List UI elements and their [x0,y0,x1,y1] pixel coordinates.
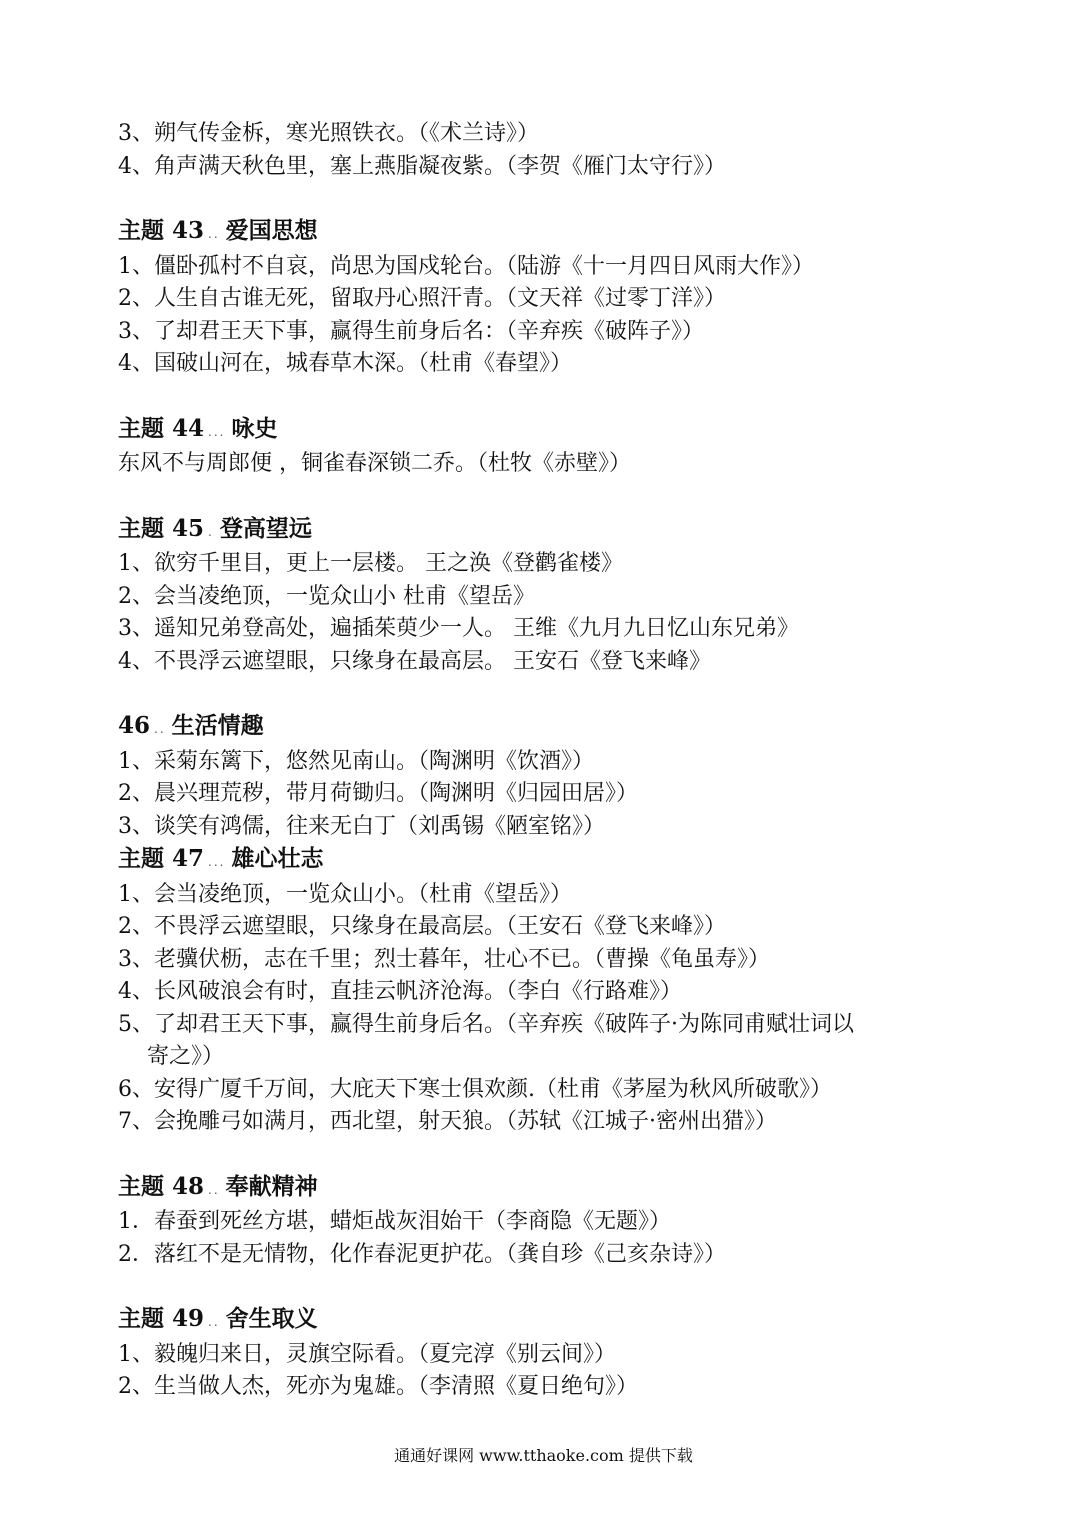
poem-line: 1、会当凌绝顶，一览众山小。（杜甫《望岳》） [118,881,572,907]
poem-line: 3、谈笑有鸿儒，往来无白丁（刘禹锡《陋室铭》） [118,813,605,839]
heading-dots: . [208,524,214,539]
heading-dots: .. [208,227,220,241]
section-heading-49 [118,1303,998,1339]
poem-line: 2、人生自古谁无死，留取丹心照汗青。（文天祥《过零丁洋》） [118,286,726,311]
poem-line: 3、遥知兄弟登高处，遍插茱萸少一人。 王维《九月九日忆山东兄弟》 [118,616,799,641]
section-heading-45 [118,513,998,549]
heading-number: 主题 47 [118,845,205,872]
heading-number: 主题 43 [118,217,205,244]
poem-line: 7、会挽雕弓如满月，西北望，射天狼。（苏轼《江城子·密州出猎》） [118,1109,777,1134]
poem-line: 5、了却君王天下事，赢得生前身后名。（辛弃疾《破阵子·为陈同甫赋壮词以 [118,1011,854,1037]
poem-line: 2、晨兴理荒秽，带月荷锄归。（陶渊明《归园田居》） [118,781,638,806]
heading-number: 主题 44 [118,414,205,442]
heading-title: 雄心壮志 [231,845,324,872]
poem-line: 3、老骥伏枥，志在千里；烈士暮年，壮心不已。（曹操《龟虽寿》） [118,946,770,972]
heading-dots: .. [154,722,166,736]
poem-line: 2、不畏浮云遮望眼，只缘身在最高层。（王安石《登飞来峰》） [118,914,726,939]
document-body [118,118,998,1404]
poem-line: 1．春蚕到死丝方堪，蜡炬战灰泪始干（李商隐《无题》） [118,1209,671,1234]
poem-line: 3、了却君王天下事，赢得生前身后名：（辛弃疾《破阵子》） [118,318,704,344]
heading-dots: ... [208,855,226,869]
poem-line: 1、毅魄归来日，灵旗空际看。（夏完淳《别云间》） [118,1341,616,1367]
poem-line: 2、会当凌绝顶，一览众山小 杜甫《望岳》 [118,583,535,609]
heading-title: 爱国思想 [225,217,318,244]
poem-line: 2．落红不是无情物，化作春泥更护花。（龚自珍《己亥杂诗》） [118,1241,726,1267]
heading-title: 生活情趣 [171,712,264,739]
heading-title: 舍生取义 [225,1305,318,1332]
poem-line: 4、国破山河在，城春草木深。（杜甫《春望》） [118,351,572,376]
poem-line: 1、僵卧孤村不自哀，尚思为国戍轮台。（陆游《十一月四日风雨大作》） [118,253,814,279]
poem-line: 1、采菊东篱下，悠然见南山。（陶渊明《饮酒》） [118,748,594,774]
heading-dots: ... [208,424,226,439]
heading-number: 主题 49 [118,1305,205,1332]
poem-line-continued: 寄之》） [147,1044,225,1069]
heading-dots: .. [208,1182,220,1197]
section-heading-43 [118,215,998,251]
section-heading-48 [118,1171,998,1207]
poem-line: 东风不与周郎便 ，铜雀春深锁二乔。（杜牧《赤壁》） [118,451,631,476]
poem-line: 6、安得广厦千万间，大庇天下寒士俱欢颜.（杜甫《茅屋为秋风所破歌》） [118,1076,832,1102]
heading-title: 奉献精神 [225,1172,318,1200]
heading-number: 46 [118,712,151,739]
heading-dots: .. [208,1315,220,1329]
poem-line: 4、角声满天秋色里，塞上燕脂凝夜紫。（李贺《雁门太守行》） [118,153,726,179]
section-heading-47 [118,843,998,879]
poem-line: 2、生当做人杰，死亦为鬼雄。（李清照《夏日绝句》） [118,1374,638,1399]
section-heading-46 [118,710,998,746]
heading-number: 主题 45 [118,514,205,542]
poem-line: 1、欲穷千里目，更上一层楼。 王之涣《登鹳雀楼》 [118,551,623,576]
poem-line: 3、朔气传金柝，寒光照铁衣。（《术兰诗》） [118,121,539,146]
heading-title: 咏史 [231,414,278,442]
heading-title: 登高望远 [219,514,312,542]
heading-number: 主题 48 [118,1172,205,1200]
poem-line: 4、不畏浮云遮望眼，只缘身在最高层。 王安石《登飞来峰》 [118,648,711,674]
page-footer: 通通好课网 www.tthaoke.com 提供下载 [394,1446,693,1465]
poem-line: 4、长风破浪会有时，直挂云帆济沧海。（李白《行路难》） [118,979,682,1004]
section-heading-44 [118,413,998,449]
